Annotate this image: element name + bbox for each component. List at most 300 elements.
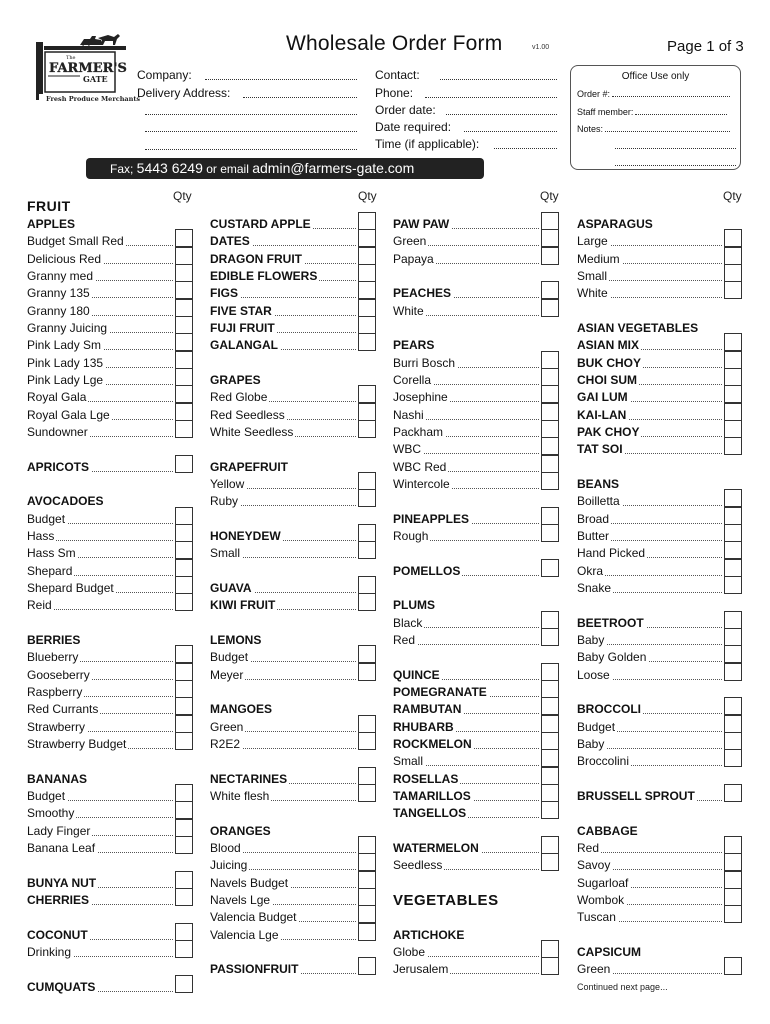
qty-box-granny-med[interactable] <box>175 264 193 282</box>
item-baby-golden <box>577 649 724 666</box>
section-quince <box>393 667 541 684</box>
section-nectarines <box>210 771 358 788</box>
item-label: Sugarloaf <box>577 876 629 890</box>
order-number-input[interactable] <box>612 91 730 97</box>
fax-middle: or email <box>202 162 253 176</box>
item-tuscan <box>577 909 724 926</box>
section-label: APRICOTS <box>27 460 90 474</box>
item-blood <box>210 840 358 857</box>
qty-box-snake[interactable] <box>724 576 742 594</box>
item-ruby <box>210 493 358 510</box>
qty-box-pomellos[interactable] <box>541 559 559 577</box>
item-label: White Seedless <box>210 425 294 439</box>
qty-box-butter[interactable] <box>724 524 742 542</box>
qty-box-edible-flowers[interactable] <box>358 264 376 282</box>
item-label: Broccolini <box>577 754 630 768</box>
qty-box-rambutan[interactable] <box>541 697 559 715</box>
item-label: Butter <box>577 529 610 543</box>
qty-box-white[interactable] <box>724 281 742 299</box>
qty-box-savoy[interactable] <box>724 853 742 871</box>
qty-box-red-currants[interactable] <box>175 697 193 715</box>
qty-box-white[interactable] <box>541 299 559 317</box>
qty-box-raspberry[interactable] <box>175 680 193 698</box>
qty-box-red[interactable] <box>541 628 559 646</box>
qty-box-guava[interactable] <box>358 576 376 594</box>
qty-box-black[interactable] <box>541 611 559 629</box>
qty-box-baby[interactable] <box>724 732 742 750</box>
item-label: Reid <box>27 598 52 612</box>
section-label: APPLES <box>27 217 76 231</box>
qty-box-tangellos[interactable] <box>541 801 559 819</box>
item-budget-small-red <box>27 233 175 250</box>
section-label: TAT SOI <box>577 442 623 456</box>
item-royal-gala-lge <box>27 407 175 424</box>
qty-box-green[interactable] <box>541 229 559 247</box>
section-label: FIVE STAR <box>210 304 272 318</box>
item-label: Valencia Budget <box>210 910 297 924</box>
item-baby <box>577 736 724 753</box>
qty-box-navels-lge[interactable] <box>358 888 376 906</box>
section-choi-sum <box>577 372 724 389</box>
item-label: R2E2 <box>210 737 241 751</box>
qty-box-cumquats[interactable] <box>175 975 193 993</box>
qty-box-jerusalem[interactable] <box>541 957 559 975</box>
qty-box-galangal[interactable] <box>358 333 376 351</box>
qty-box-baby[interactable] <box>724 628 742 646</box>
qty-box-custard-apple[interactable] <box>358 212 376 230</box>
item-label: Red Currants <box>27 702 99 716</box>
qty-box-large[interactable] <box>724 229 742 247</box>
item-label: Red <box>577 841 600 855</box>
qty-box-cherries[interactable] <box>175 888 193 906</box>
section-label: GUAVA <box>210 581 252 595</box>
section-label: CUMQUATS <box>27 980 96 994</box>
section-label: BRUSSELL SPROUT <box>577 789 695 803</box>
item-reid <box>27 597 175 614</box>
section-label: FUJI FRUIT <box>210 321 275 335</box>
qty-box-small[interactable] <box>358 541 376 559</box>
item-yellow <box>210 476 358 493</box>
qty-box-juicing[interactable] <box>358 853 376 871</box>
section-avocadoes <box>27 493 175 510</box>
qty-box-burri-bosch[interactable] <box>541 351 559 369</box>
qty-box-green[interactable] <box>724 957 742 975</box>
qty-box-broad[interactable] <box>724 507 742 525</box>
qty-box-strawberry-budget[interactable] <box>175 732 193 750</box>
item-raspberry <box>27 684 175 701</box>
section-label: PASSIONFRUIT <box>210 962 299 976</box>
section-bunya-nut <box>27 875 175 892</box>
item-shepard <box>27 563 175 580</box>
section-apricots <box>27 459 175 476</box>
qty-box-green[interactable] <box>358 715 376 733</box>
fax-prefix: Fax; <box>110 162 137 176</box>
qty-box-granny-135[interactable] <box>175 281 193 299</box>
item-label: Burri Bosch <box>393 356 456 370</box>
section-label: ASIAN MIX <box>577 338 640 352</box>
qty-box-shepard-budget[interactable] <box>175 576 193 594</box>
qty-box-apricots[interactable] <box>175 455 193 473</box>
section-label: QUINCE <box>393 668 440 682</box>
section-label: ASIAN VEGETABLES <box>577 321 699 335</box>
item-label: Jerusalem <box>393 962 449 976</box>
qty-box-royal-gala-lge[interactable] <box>175 403 193 421</box>
qty-box-blood[interactable] <box>358 836 376 854</box>
qty-box-figs[interactable] <box>358 281 376 299</box>
qty-box-red[interactable] <box>724 836 742 854</box>
qty-box-rosellas[interactable] <box>541 767 559 785</box>
section-label: PAW PAW <box>393 217 450 231</box>
item-sugarloaf <box>577 875 724 892</box>
qty-box-ruby[interactable] <box>358 489 376 507</box>
section-label: FIGS <box>210 286 239 300</box>
qty-box-asian-mix[interactable] <box>724 333 742 351</box>
section-label: EDIBLE FLOWERS <box>210 269 318 283</box>
section-label: POMELLOS <box>393 564 461 578</box>
qty-box-loose[interactable] <box>724 663 742 681</box>
qty-box-nashi[interactable] <box>541 403 559 421</box>
qty-box-nectarines[interactable] <box>358 767 376 785</box>
qty-box-tat-soi[interactable] <box>724 437 742 455</box>
qty-box-medium[interactable] <box>724 247 742 265</box>
item-label: Green <box>210 720 244 734</box>
item-label: Juicing <box>210 858 248 872</box>
qty-box-paw-paw[interactable] <box>541 212 559 230</box>
item-juicing <box>210 857 358 874</box>
section-brussell-sprout <box>577 788 724 805</box>
qty-box-dragon-fruit[interactable] <box>358 247 376 265</box>
item-label: Red <box>393 633 416 647</box>
item-label: Lady Finger <box>27 824 91 838</box>
section-label: BANANAS <box>27 772 87 786</box>
order-date-input[interactable] <box>446 105 557 115</box>
qty-header: Qty <box>173 189 192 203</box>
item-r2e2 <box>210 736 358 753</box>
section-label: GRAPES <box>210 373 261 387</box>
item-meyer <box>210 667 358 684</box>
qty-box-packham[interactable] <box>541 420 559 438</box>
email-link[interactable]: admin@farmers-gate.com <box>252 160 415 176</box>
item-butter <box>577 528 724 545</box>
section-label: CUSTARD APPLE <box>210 217 311 231</box>
qty-box-small[interactable] <box>724 264 742 282</box>
item-strawberry-budget <box>27 736 175 753</box>
qty-box-baby-golden[interactable] <box>724 645 742 663</box>
item-label: Shepard <box>27 564 73 578</box>
section-pineapples <box>393 511 541 528</box>
delivery-address-input[interactable] <box>243 88 357 98</box>
section-rambutan <box>393 701 541 718</box>
item-nashi <box>393 407 541 424</box>
qty-box-dates[interactable] <box>358 229 376 247</box>
section-label: TAMARILLOS <box>393 789 471 803</box>
item-label: Tuscan <box>577 910 616 924</box>
qty-box-wbc[interactable] <box>541 437 559 455</box>
section-watermelon <box>393 840 541 857</box>
qty-box-kai-lan[interactable] <box>724 403 742 421</box>
qty-box-delicious-red[interactable] <box>175 247 193 265</box>
qty-box-r2e2[interactable] <box>358 732 376 750</box>
item-delicious-red <box>27 251 175 268</box>
section-label: NECTARINES <box>210 772 288 786</box>
item-black <box>393 615 541 632</box>
delivery-address-line-2[interactable] <box>145 105 357 115</box>
item-green <box>577 961 724 978</box>
section-asparagus <box>577 216 724 233</box>
item-pink-lady-sm <box>27 337 175 354</box>
qty-box-fuji-fruit[interactable] <box>358 316 376 334</box>
section-plums <box>393 597 541 614</box>
item-red <box>393 632 541 649</box>
item-drinking <box>27 944 175 961</box>
item-packham <box>393 424 541 441</box>
item-label: Nashi <box>393 408 424 422</box>
qty-box-wombok[interactable] <box>724 888 742 906</box>
item-label: Hass Sm <box>27 546 76 560</box>
qty-box-smoothy[interactable] <box>175 801 193 819</box>
item-label: Green <box>393 234 427 248</box>
qty-box-royal-gala[interactable] <box>175 385 193 403</box>
item-royal-gala <box>27 389 175 406</box>
qty-box-bunya-nut[interactable] <box>175 871 193 889</box>
qty-box-brussell-sprout[interactable] <box>724 784 742 802</box>
section-passionfruit <box>210 961 358 978</box>
item-label: Granny med <box>27 269 94 283</box>
qty-box-hass[interactable] <box>175 524 193 542</box>
qty-box-wbc-red[interactable] <box>541 455 559 473</box>
qty-box-red-seedless[interactable] <box>358 403 376 421</box>
qty-box-kiwi-fruit[interactable] <box>358 593 376 611</box>
qty-box-budget[interactable] <box>724 715 742 733</box>
delivery-address-label: Delivery Address: <box>137 86 231 100</box>
qty-box-okra[interactable] <box>724 559 742 577</box>
qty-box-budget[interactable] <box>175 784 193 802</box>
item-josephine <box>393 389 541 406</box>
qty-box-gooseberry[interactable] <box>175 663 193 681</box>
date-required-input[interactable] <box>464 122 557 132</box>
qty-box-quince[interactable] <box>541 663 559 681</box>
item-label: Shepard Budget <box>27 581 114 595</box>
section-tangellos <box>393 805 541 822</box>
item-label: Green <box>577 962 611 976</box>
qty-box-pomegranate[interactable] <box>541 680 559 698</box>
item-small <box>577 268 724 285</box>
item-label: Granny Juicing <box>27 321 108 335</box>
qty-box-hand-picked[interactable] <box>724 541 742 559</box>
item-okra <box>577 563 724 580</box>
item-label: White <box>393 304 424 318</box>
item-label: Meyer <box>210 668 244 682</box>
fruit-heading: FRUIT <box>27 198 71 214</box>
qty-box-wintercole[interactable] <box>541 472 559 490</box>
section-berries <box>27 632 175 649</box>
item-wbc-red <box>393 459 541 476</box>
qty-box-pink-lady-sm[interactable] <box>175 333 193 351</box>
farmers-gate-logo <box>36 32 141 104</box>
qty-box-granny-juicing[interactable] <box>175 316 193 334</box>
item-label: Savoy <box>577 858 611 872</box>
section-label: CHOI SUM <box>577 373 637 387</box>
item-label: Wombok <box>577 893 625 907</box>
section-guava <box>210 580 358 597</box>
qty-box-valencia-lge[interactable] <box>358 923 376 941</box>
qty-box-drinking[interactable] <box>175 940 193 958</box>
item-hass-sm <box>27 545 175 562</box>
section-label: RHUBARB <box>393 720 454 734</box>
qty-box-honeydew[interactable] <box>358 524 376 542</box>
section-label: PINEAPPLES <box>393 512 470 526</box>
qty-box-navels-budget[interactable] <box>358 871 376 889</box>
qty-box-rhubarb[interactable] <box>541 715 559 733</box>
item-green <box>393 233 541 250</box>
qty-box-reid[interactable] <box>175 593 193 611</box>
qty-box-yellow[interactable] <box>358 472 376 490</box>
qty-box-watermelon[interactable] <box>541 836 559 854</box>
phone-input[interactable] <box>425 88 557 98</box>
qty-box-tamarillos[interactable] <box>541 784 559 802</box>
item-label: Drinking <box>27 945 72 959</box>
section-peaches <box>393 285 541 302</box>
section-buk-choy <box>577 355 724 372</box>
qty-box-buk-choy[interactable] <box>724 351 742 369</box>
section-label: DATES <box>210 234 250 248</box>
qty-box-strawberry[interactable] <box>175 715 193 733</box>
qty-box-meyer[interactable] <box>358 663 376 681</box>
item-label: Snake <box>577 581 612 595</box>
qty-box-sundowner[interactable] <box>175 420 193 438</box>
item-label: Baby <box>577 633 605 647</box>
section-label: PAK CHOY <box>577 425 640 439</box>
qty-box-coconut[interactable] <box>175 923 193 941</box>
qty-box-valencia-budget[interactable] <box>358 905 376 923</box>
date-required-label: Date required: <box>375 120 452 134</box>
item-papaya <box>393 251 541 268</box>
qty-box-pink-lady-135[interactable] <box>175 351 193 369</box>
qty-box-budget[interactable] <box>358 645 376 663</box>
qty-box-tuscan[interactable] <box>724 905 742 923</box>
qty-box-pineapples[interactable] <box>541 507 559 525</box>
phone-label: Phone: <box>375 86 414 100</box>
qty-box-globe[interactable] <box>541 940 559 958</box>
qty-box-peaches[interactable] <box>541 281 559 299</box>
qty-box-white-flesh[interactable] <box>358 784 376 802</box>
section-label: WATERMELON <box>393 841 479 855</box>
item-granny-135 <box>27 285 175 302</box>
qty-box-banana-leaf[interactable] <box>175 836 193 854</box>
qty-box-rockmelon[interactable] <box>541 732 559 750</box>
contact-input[interactable] <box>440 70 557 80</box>
qty-box-red-globe[interactable] <box>358 385 376 403</box>
item-wbc <box>393 441 541 458</box>
item-label: Royal Gala Lge <box>27 408 110 422</box>
item-label: White flesh <box>210 789 270 803</box>
qty-box-budget[interactable] <box>175 507 193 525</box>
qty-box-pak-choy[interactable] <box>724 420 742 438</box>
item-label: Gooseberry <box>27 668 90 682</box>
qty-box-sugarloaf[interactable] <box>724 871 742 889</box>
qty-box-broccolini[interactable] <box>724 749 742 767</box>
item-white-seedless <box>210 424 358 441</box>
notes-label: Notes: <box>577 124 604 134</box>
section-pak-choy <box>577 424 724 441</box>
staff-member-input[interactable] <box>635 109 727 115</box>
delivery-address-line-3[interactable] <box>145 122 357 132</box>
qty-box-small[interactable] <box>541 749 559 767</box>
item-snake <box>577 580 724 597</box>
qty-box-josephine[interactable] <box>541 385 559 403</box>
qty-box-seedless[interactable] <box>541 853 559 871</box>
qty-box-beetroot[interactable] <box>724 611 742 629</box>
item-green <box>210 719 358 736</box>
qty-box-white-seedless[interactable] <box>358 420 376 438</box>
qty-box-shepard[interactable] <box>175 559 193 577</box>
qty-box-choi-sum[interactable] <box>724 368 742 386</box>
qty-box-pink-lady-lge[interactable] <box>175 368 193 386</box>
section-label: ASPARAGUS <box>577 217 653 231</box>
item-large <box>577 233 724 250</box>
delivery-address-line-4[interactable] <box>145 140 357 150</box>
item-baby <box>577 632 724 649</box>
section-tat-soi <box>577 441 724 458</box>
order-number-row <box>577 89 730 99</box>
qty-box-rough[interactable] <box>541 524 559 542</box>
item-label: Delicious Red <box>27 252 102 266</box>
qty-box-blueberry[interactable] <box>175 645 193 663</box>
page-number: Page 1 of 3 <box>667 38 744 55</box>
item-burri-bosch <box>393 355 541 372</box>
item-rough <box>393 528 541 545</box>
item-broad <box>577 511 724 528</box>
section-label: GAI LUM <box>577 390 628 404</box>
qty-box-papaya[interactable] <box>541 247 559 265</box>
section-apples <box>27 216 175 233</box>
company-input[interactable] <box>205 70 357 80</box>
qty-box-boilletta[interactable] <box>724 489 742 507</box>
item-label: Budget Small Red <box>27 234 124 248</box>
section-cherries <box>27 892 175 909</box>
item-label: Red Globe <box>210 390 268 404</box>
fax-number: 5443 6249 <box>136 160 203 176</box>
item-label: Rough <box>393 529 429 543</box>
qty-box-broccoli[interactable] <box>724 697 742 715</box>
qty-box-hass-sm[interactable] <box>175 541 193 559</box>
office-use-box <box>570 65 741 170</box>
item-granny-med <box>27 268 175 285</box>
qty-box-budget-small-red[interactable] <box>175 229 193 247</box>
section-capsicum <box>577 944 724 961</box>
item-jerusalem <box>393 961 541 978</box>
section-label: BERRIES <box>27 633 81 647</box>
qty-box-gai-lum[interactable] <box>724 385 742 403</box>
form-title: Wholesale Order Form <box>286 32 503 55</box>
qty-box-passionfruit[interactable] <box>358 957 376 975</box>
qty-box-corella[interactable] <box>541 368 559 386</box>
qty-box-five-star[interactable] <box>358 299 376 317</box>
fax-email-banner <box>86 158 484 179</box>
notes-line-3[interactable] <box>613 158 736 168</box>
qty-box-granny-180[interactable] <box>175 299 193 317</box>
notes-line-2[interactable] <box>613 141 736 151</box>
qty-box-lady-finger[interactable] <box>175 819 193 837</box>
item-smoothy <box>27 805 175 822</box>
time-input[interactable] <box>494 139 557 149</box>
item-label: Sundowner <box>27 425 88 439</box>
notes-input[interactable] <box>605 126 730 132</box>
section-broccoli <box>577 701 724 718</box>
item-label: Budget <box>577 720 616 734</box>
item-white <box>577 285 724 302</box>
section-grapefruit <box>210 459 358 476</box>
